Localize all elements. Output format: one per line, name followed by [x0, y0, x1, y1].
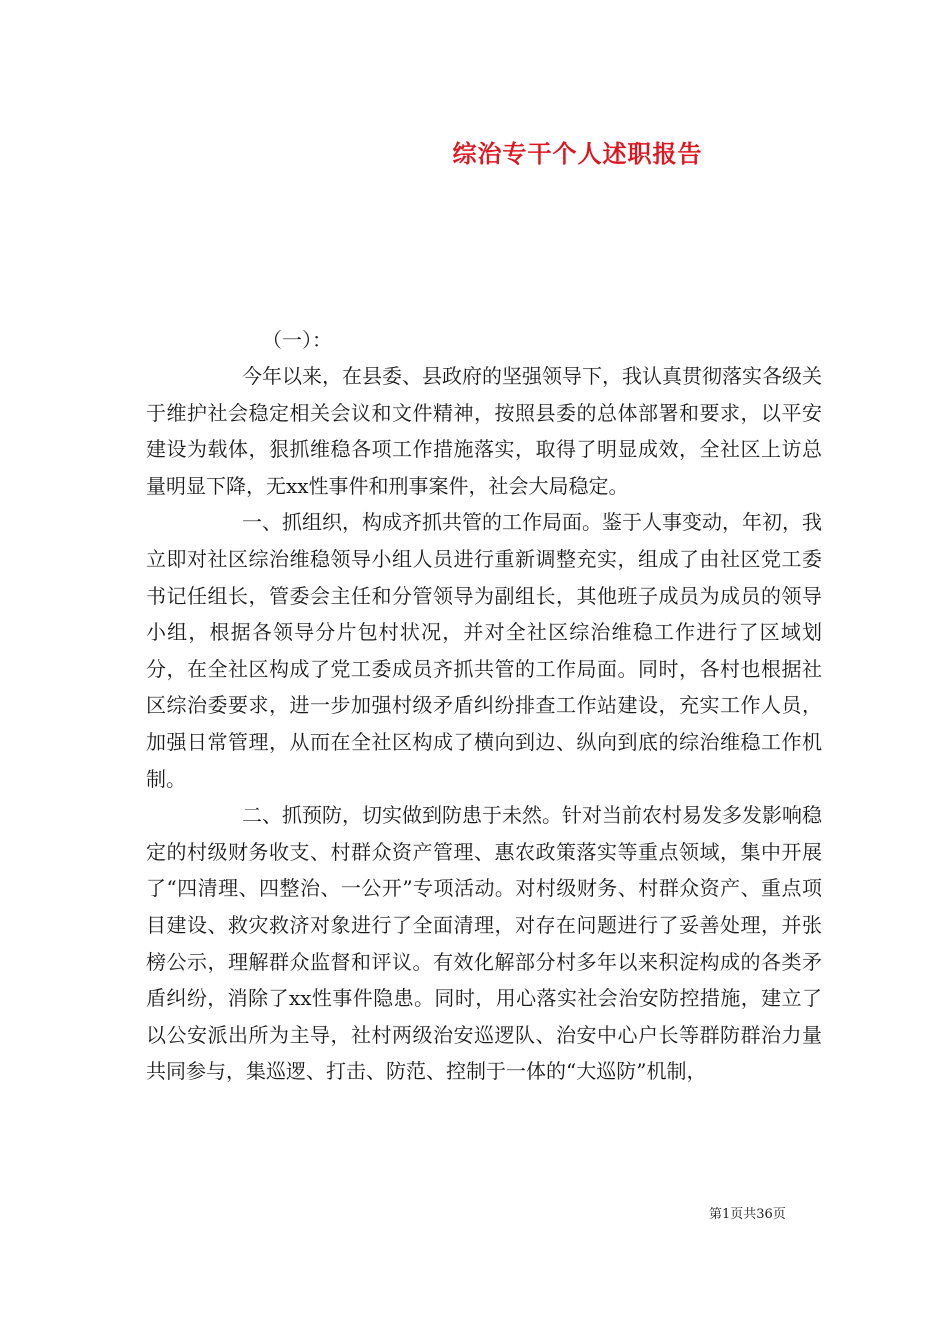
document-body: [146, 358, 822, 1090]
page-footer: 第1页共36页: [709, 1207, 786, 1222]
section-label: （一）：: [262, 328, 332, 352]
page-title: 综治专干个人述职报告: [452, 139, 703, 168]
paragraph-intro: 今年以来，在县委、县政府的坚强领导下，我认真贯彻落实各级关于维护社会稳定相关会议和文件精神，按照县委的总体部署和要求，以平安建设为载体，狠抓维稳各项工作措施落实，取得了明显成效，全社区上访总量明显下降，无xx性事件和刑事案件，社会大局稳定。: [146, 364, 822, 498]
paragraph-prevention: 二、抓预防，切实做到防患于未然。针对当前农村易发多发影响稳定的村级财务收支、村群众资产管理、惠农政策落实等重点领域，集中开展了“四清理、四整治、一公开”专项活动。对村级财务、村群众资产、重点项目建设、救灾救济对象进行了全面清理，对存在问题进行了妥善处理，并张榜公示，理解群众监督和评议。有效化解部分村多年以来积淀构成的各类矛盾纠纷，消除了xx性事件隐患。同时，用心落实社会治安防控措施，建立了以公安派出所为主导，社村两级治安巡逻队、治安中心户长等群防群治力量共同参与，集巡逻、打击、防范、控制于一体的“大巡防”机制，: [146, 803, 822, 1084]
paragraph-organization: 一、抓组织，构成齐抓共管的工作局面。鉴于人事变动，年初，我立即对社区综治维稳领导小组人员进行重新调整充实，组成了由社区党工委书记任组长，管委会主任和分管领导为副组长，其他班子成员为成员的领导小组，根据各领导分片包村状况，并对全社区综治维稳工作进行了区域划分，在全社区构成了党工委成员齐抓共管的工作局面。同时，各村也根据社区综治委要求，进一步加强村级矛盾纠纷排查工作站建设，充实工作人员，加强日常管理，从而在全社区构成了横向到边、纵向到底的综治维稳工作机制。: [146, 510, 822, 791]
